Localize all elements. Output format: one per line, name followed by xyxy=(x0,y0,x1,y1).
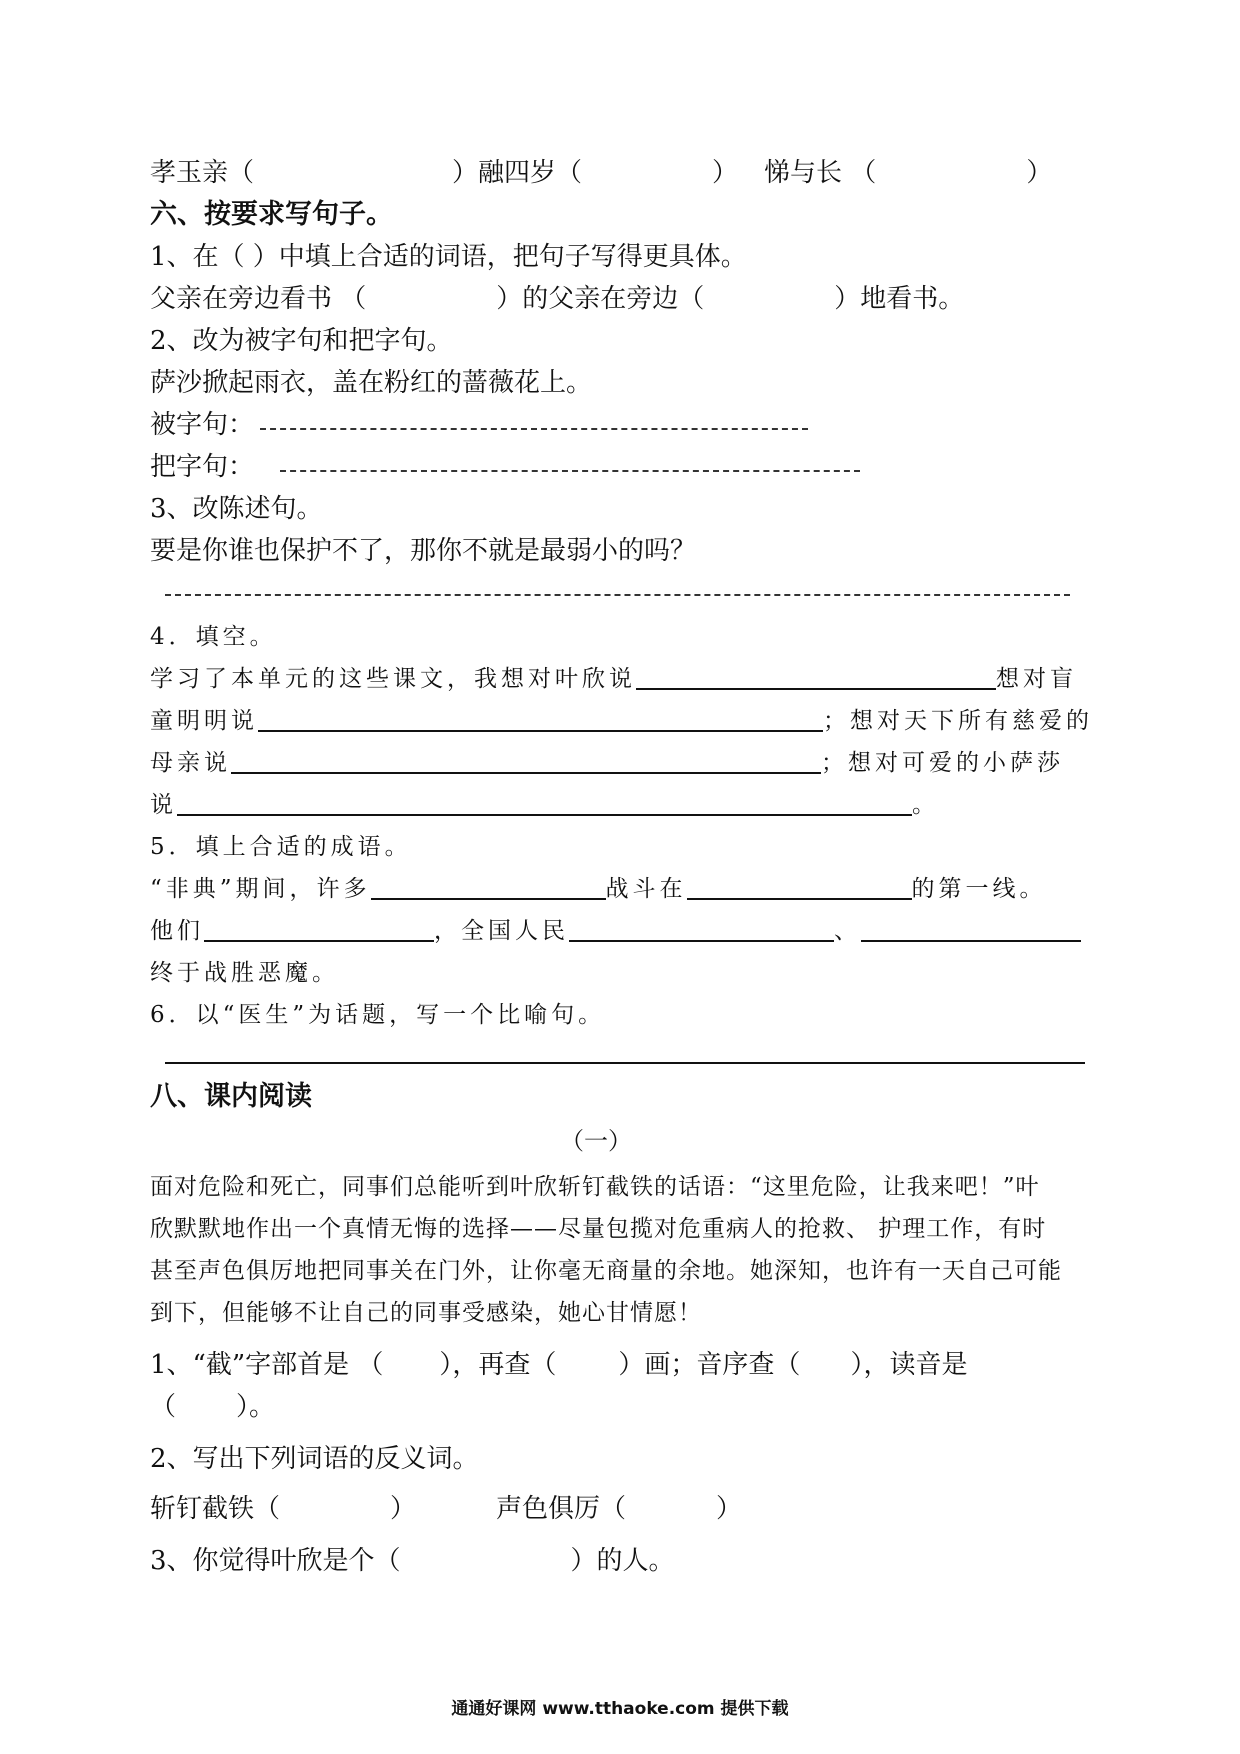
passage-line-3: 甚至声色俱厉地把同事关在门外，让你毫无商量的余地。她深知，也许有一天自己可能 xyxy=(150,1258,1062,1284)
q2-bei-answer-line[interactable] xyxy=(260,428,808,430)
reading-q1: 1、“截”字部首是 （ ），再查（ ）画；音序查（ ），读音是 xyxy=(150,1350,968,1380)
q5-blank-3[interactable] xyxy=(204,918,434,942)
section-8-title: 八、课内阅读 xyxy=(150,1081,312,1112)
q3-instruction: 3、改陈述句。 xyxy=(150,494,323,524)
q5-line-3: 终于战胜恶魔。 xyxy=(150,960,339,986)
reading-q2: 2、写出下列词语的反义词。 xyxy=(150,1444,479,1474)
q1-sentence: 父亲在旁边看书 （ ）的父亲在旁边（ ）地看书。 xyxy=(150,284,965,314)
q2-bei-label: 被字句： xyxy=(150,410,255,440)
q4-line-1: 学习了本单元的这些课文，我想对叶欣说 想对盲 xyxy=(150,666,1077,692)
q6-answer-line[interactable] xyxy=(165,1062,1085,1064)
q5-blank-5[interactable] xyxy=(861,918,1081,942)
q5-line-1: “非典”期间，许多 战斗在 的第一线。 xyxy=(150,876,1047,902)
q5-line-2: 他们 ，全国人民 、 xyxy=(150,914,1081,948)
q2-sentence: 萨沙掀起雨衣，盖在粉红的蔷薇花上。 xyxy=(150,368,593,398)
q5-blank-1[interactable] xyxy=(371,876,606,900)
q4-blank-3[interactable] xyxy=(231,750,821,774)
footer-source: 通通好课网 www.tthaoke.com 提供下载 xyxy=(451,1699,789,1719)
idiom-fill-line: 孝玉亲（ ）融四岁（ ） 悌与长 （ ） xyxy=(150,158,1053,188)
q4-line-2: 童明明说 ；想对天下所有慈爱的 xyxy=(150,708,1093,734)
q3-sentence: 要是你谁也保护不了，那你不就是最弱小的吗？ xyxy=(150,536,697,566)
q1-instruction: 1、在（ ）中填上合适的词语，把句子写得更具体。 xyxy=(150,242,747,272)
q4-blank-1[interactable] xyxy=(636,666,996,690)
passage-line-1: 面对危险和死亡，同事们总能听到叶欣斩钉截铁的话语：“这里危险，让我来吧！”叶 xyxy=(150,1174,1040,1200)
q2-instruction: 2、改为被字句和把字句。 xyxy=(150,326,453,356)
q5-blank-4[interactable] xyxy=(569,918,834,942)
section-6-title: 六、按要求写句子。 xyxy=(150,199,393,230)
q3-answer-line[interactable] xyxy=(165,594,1070,596)
q4-instruction: 4．填空。 xyxy=(150,624,277,650)
q4-blank-2[interactable] xyxy=(258,708,823,732)
passage-line-4: 到下，但能够不让自己的同事受感染，她心甘情愿！ xyxy=(150,1300,702,1326)
q4-line-4: 说 。 xyxy=(150,792,939,818)
q6-instruction: 6．以“医生”为话题，写一个比喻句。 xyxy=(150,1002,606,1028)
q5-instruction: 5．填上合适的成语。 xyxy=(150,834,412,860)
q4-blank-4[interactable] xyxy=(177,792,912,816)
passage-number: （一） xyxy=(560,1127,632,1155)
reading-q3: 3、你觉得叶欣是个（ ）的人。 xyxy=(150,1546,675,1576)
q2-ba-answer-line[interactable] xyxy=(280,470,860,472)
q4-line-3: 母亲说 ；想对可爱的小萨莎 xyxy=(150,750,1064,776)
reading-q2-items: 斩钉截铁（ ） 声色俱厉（ ） xyxy=(150,1494,743,1524)
reading-q1-cont: （ ）。 xyxy=(150,1392,276,1422)
q2-ba-label: 把字句： xyxy=(150,452,255,482)
passage-line-2: 欣默默地作出一个真情无悔的选择——尽量包揽对危重病人的抢救、 护理工作，有时 xyxy=(150,1216,1047,1242)
q5-blank-2[interactable] xyxy=(687,876,912,900)
